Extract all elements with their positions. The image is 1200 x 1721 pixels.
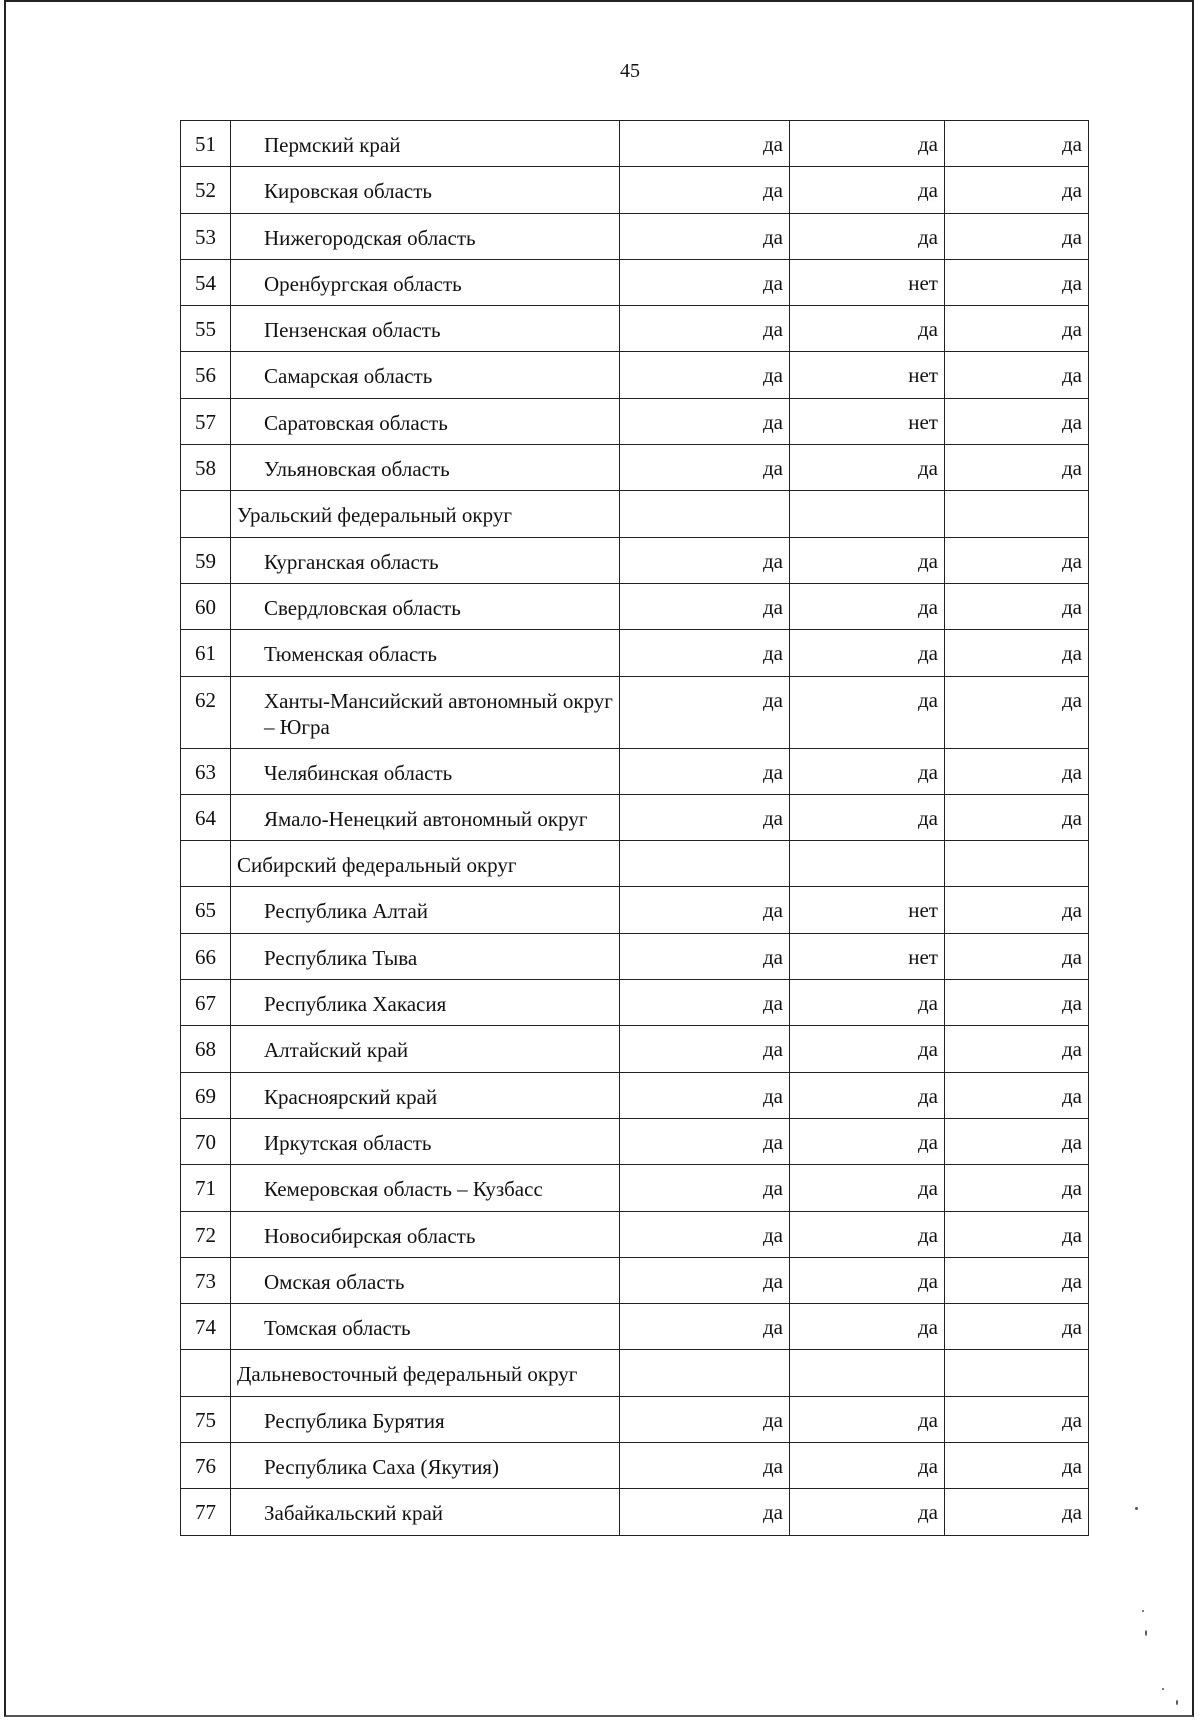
region-name: Омская область <box>231 1257 620 1303</box>
row-number: 53 <box>181 213 231 259</box>
value-cell-1: да <box>620 630 790 676</box>
value-cell-1: да <box>620 1489 790 1535</box>
value-cell-1: да <box>620 933 790 979</box>
table-row <box>181 259 1089 305</box>
value-cell-3: да <box>945 630 1089 676</box>
value-cell-3: да <box>945 1026 1089 1072</box>
value-cell-2: да <box>790 1396 945 1442</box>
region-name: Нижегородская область <box>231 213 620 259</box>
row-number: 67 <box>181 980 231 1026</box>
region-name: Иркутская область <box>231 1118 620 1164</box>
value-cell-2: нет <box>790 887 945 933</box>
value-cell-1: да <box>620 445 790 491</box>
scan-speck <box>1162 1688 1164 1690</box>
value-cell-1: да <box>620 1304 790 1350</box>
region-name: Кировская область <box>231 167 620 213</box>
value-cell-3: да <box>945 121 1089 167</box>
row-number: 51 <box>181 121 231 167</box>
value-cell-2 <box>790 491 945 537</box>
value-cell-2: да <box>790 1118 945 1164</box>
row-number: 59 <box>181 537 231 583</box>
row-number: 70 <box>181 1118 231 1164</box>
table-row <box>181 583 1089 629</box>
table-row <box>181 1489 1089 1535</box>
region-name: Красноярский край <box>231 1072 620 1118</box>
table-row <box>181 887 1089 933</box>
value-cell-1: да <box>620 121 790 167</box>
value-cell-1 <box>620 1350 790 1396</box>
value-cell-2: да <box>790 1165 945 1211</box>
region-name: Республика Хакасия <box>231 980 620 1026</box>
row-number: 72 <box>181 1211 231 1257</box>
value-cell-1: да <box>620 1165 790 1211</box>
value-cell-3: да <box>945 1443 1089 1489</box>
region-name: Республика Алтай <box>231 887 620 933</box>
value-cell-3: да <box>945 1396 1089 1442</box>
value-cell-3: да <box>945 794 1089 840</box>
row-number: 62 <box>181 676 231 748</box>
value-cell-2: да <box>790 676 945 748</box>
region-name: Оренбургская область <box>231 259 620 305</box>
value-cell-1 <box>620 491 790 537</box>
row-number: 57 <box>181 398 231 444</box>
row-number: 75 <box>181 1396 231 1442</box>
row-number: 73 <box>181 1257 231 1303</box>
row-number: 64 <box>181 794 231 840</box>
table-row <box>181 1211 1089 1257</box>
region-name: Пермский край <box>231 121 620 167</box>
value-cell-3: да <box>945 167 1089 213</box>
table-row <box>181 1026 1089 1072</box>
row-number: 58 <box>181 445 231 491</box>
value-cell-2: да <box>790 537 945 583</box>
table-row <box>181 306 1089 352</box>
value-cell-3: да <box>945 445 1089 491</box>
value-cell-1: да <box>620 1026 790 1072</box>
district-name: Сибирский федеральный округ <box>231 841 620 887</box>
table-row <box>181 445 1089 491</box>
region-name: Свердловская область <box>231 583 620 629</box>
value-cell-2: да <box>790 1026 945 1072</box>
row-number: 63 <box>181 748 231 794</box>
value-cell-3 <box>945 1350 1089 1396</box>
value-cell-1: да <box>620 1211 790 1257</box>
regions-table <box>180 120 1089 1536</box>
page-number: 45 <box>620 60 640 82</box>
value-cell-2: нет <box>790 398 945 444</box>
row-number: 74 <box>181 1304 231 1350</box>
region-name: Тюменская область <box>231 630 620 676</box>
value-cell-3: да <box>945 1257 1089 1303</box>
value-cell-3: да <box>945 306 1089 352</box>
district-name: Дальневосточный федеральный округ <box>231 1350 620 1396</box>
regions-table-body <box>181 121 1089 1536</box>
table-row <box>181 1396 1089 1442</box>
value-cell-2: нет <box>790 352 945 398</box>
row-number: 52 <box>181 167 231 213</box>
table-row <box>181 676 1089 748</box>
value-cell-2: да <box>790 1211 945 1257</box>
value-cell-3 <box>945 841 1089 887</box>
region-name: Ульяновская область <box>231 445 620 491</box>
value-cell-3: да <box>945 583 1089 629</box>
table-row <box>181 352 1089 398</box>
value-cell-1: да <box>620 1443 790 1489</box>
table-row <box>181 1072 1089 1118</box>
region-name: Челябинская область <box>231 748 620 794</box>
table-row <box>181 1304 1089 1350</box>
district-row <box>181 1350 1089 1396</box>
value-cell-3: да <box>945 259 1089 305</box>
value-cell-1: да <box>620 583 790 629</box>
table-row <box>181 1257 1089 1303</box>
row-number: 68 <box>181 1026 231 1072</box>
value-cell-1: да <box>620 1072 790 1118</box>
table-row <box>181 933 1089 979</box>
region-name: Ямало-Ненецкий автономный округ <box>231 794 620 840</box>
region-name: Забайкальский край <box>231 1489 620 1535</box>
value-cell-2: да <box>790 1304 945 1350</box>
table-row <box>181 1118 1089 1164</box>
value-cell-3: да <box>945 1211 1089 1257</box>
table-row <box>181 980 1089 1026</box>
value-cell-3: да <box>945 1072 1089 1118</box>
region-name: Ханты-Мансийский автономный округ – Югра <box>231 676 620 748</box>
value-cell-2: да <box>790 794 945 840</box>
row-number <box>181 491 231 537</box>
row-number: 65 <box>181 887 231 933</box>
row-number <box>181 1350 231 1396</box>
value-cell-1 <box>620 841 790 887</box>
scan-speck <box>1176 1700 1178 1705</box>
row-number: 69 <box>181 1072 231 1118</box>
region-name: Алтайский край <box>231 1026 620 1072</box>
value-cell-2: да <box>790 748 945 794</box>
row-number: 77 <box>181 1489 231 1535</box>
value-cell-1: да <box>620 676 790 748</box>
region-name: Республика Бурятия <box>231 1396 620 1442</box>
scan-speck <box>1135 1507 1138 1510</box>
region-name: Новосибирская область <box>231 1211 620 1257</box>
scan-speck <box>1142 1610 1144 1612</box>
region-name: Саратовская область <box>231 398 620 444</box>
value-cell-1: да <box>620 352 790 398</box>
value-cell-1: да <box>620 398 790 444</box>
value-cell-2: да <box>790 1072 945 1118</box>
value-cell-3: да <box>945 1165 1089 1211</box>
value-cell-2 <box>790 1350 945 1396</box>
value-cell-2: да <box>790 583 945 629</box>
value-cell-3: да <box>945 980 1089 1026</box>
value-cell-3: да <box>945 1304 1089 1350</box>
value-cell-1: да <box>620 306 790 352</box>
value-cell-2: да <box>790 213 945 259</box>
value-cell-1: да <box>620 887 790 933</box>
region-name: Пензенская область <box>231 306 620 352</box>
value-cell-3: да <box>945 537 1089 583</box>
value-cell-1: да <box>620 537 790 583</box>
district-row <box>181 491 1089 537</box>
value-cell-3: да <box>945 748 1089 794</box>
value-cell-1: да <box>620 1396 790 1442</box>
row-number: 55 <box>181 306 231 352</box>
table-row <box>181 794 1089 840</box>
table-row <box>181 167 1089 213</box>
value-cell-2: нет <box>790 933 945 979</box>
value-cell-1: да <box>620 213 790 259</box>
value-cell-1: да <box>620 259 790 305</box>
table-row <box>181 630 1089 676</box>
table-row <box>181 1443 1089 1489</box>
value-cell-3: да <box>945 213 1089 259</box>
region-name: Кемеровская область – Кузбасс <box>231 1165 620 1211</box>
value-cell-1: да <box>620 980 790 1026</box>
scan-speck <box>1145 1630 1147 1636</box>
value-cell-2: да <box>790 167 945 213</box>
value-cell-2: да <box>790 1443 945 1489</box>
row-number: 66 <box>181 933 231 979</box>
table-row <box>181 537 1089 583</box>
row-number: 61 <box>181 630 231 676</box>
value-cell-1: да <box>620 1257 790 1303</box>
table-row <box>181 213 1089 259</box>
region-name: Республика Саха (Якутия) <box>231 1443 620 1489</box>
value-cell-2: да <box>790 980 945 1026</box>
value-cell-3: да <box>945 398 1089 444</box>
value-cell-3: да <box>945 887 1089 933</box>
region-name: Курганская область <box>231 537 620 583</box>
value-cell-3: да <box>945 352 1089 398</box>
region-name: Самарская область <box>231 352 620 398</box>
table-row <box>181 398 1089 444</box>
value-cell-2 <box>790 841 945 887</box>
table-row <box>181 121 1089 167</box>
row-number: 71 <box>181 1165 231 1211</box>
table-row <box>181 748 1089 794</box>
district-name: Уральский федеральный округ <box>231 491 620 537</box>
value-cell-1: да <box>620 794 790 840</box>
value-cell-2: да <box>790 630 945 676</box>
row-number: 56 <box>181 352 231 398</box>
row-number: 60 <box>181 583 231 629</box>
value-cell-2: да <box>790 1257 945 1303</box>
value-cell-2: да <box>790 121 945 167</box>
value-cell-3 <box>945 491 1089 537</box>
row-number: 76 <box>181 1443 231 1489</box>
value-cell-3: да <box>945 1118 1089 1164</box>
value-cell-2: нет <box>790 259 945 305</box>
value-cell-3: да <box>945 933 1089 979</box>
value-cell-2: да <box>790 1489 945 1535</box>
value-cell-1: да <box>620 748 790 794</box>
region-name: Республика Тыва <box>231 933 620 979</box>
value-cell-1: да <box>620 167 790 213</box>
district-row <box>181 841 1089 887</box>
table-row <box>181 1165 1089 1211</box>
value-cell-1: да <box>620 1118 790 1164</box>
value-cell-3: да <box>945 676 1089 748</box>
value-cell-2: да <box>790 445 945 491</box>
row-number <box>181 841 231 887</box>
region-name: Томская область <box>231 1304 620 1350</box>
value-cell-2: да <box>790 306 945 352</box>
row-number: 54 <box>181 259 231 305</box>
value-cell-3: да <box>945 1489 1089 1535</box>
